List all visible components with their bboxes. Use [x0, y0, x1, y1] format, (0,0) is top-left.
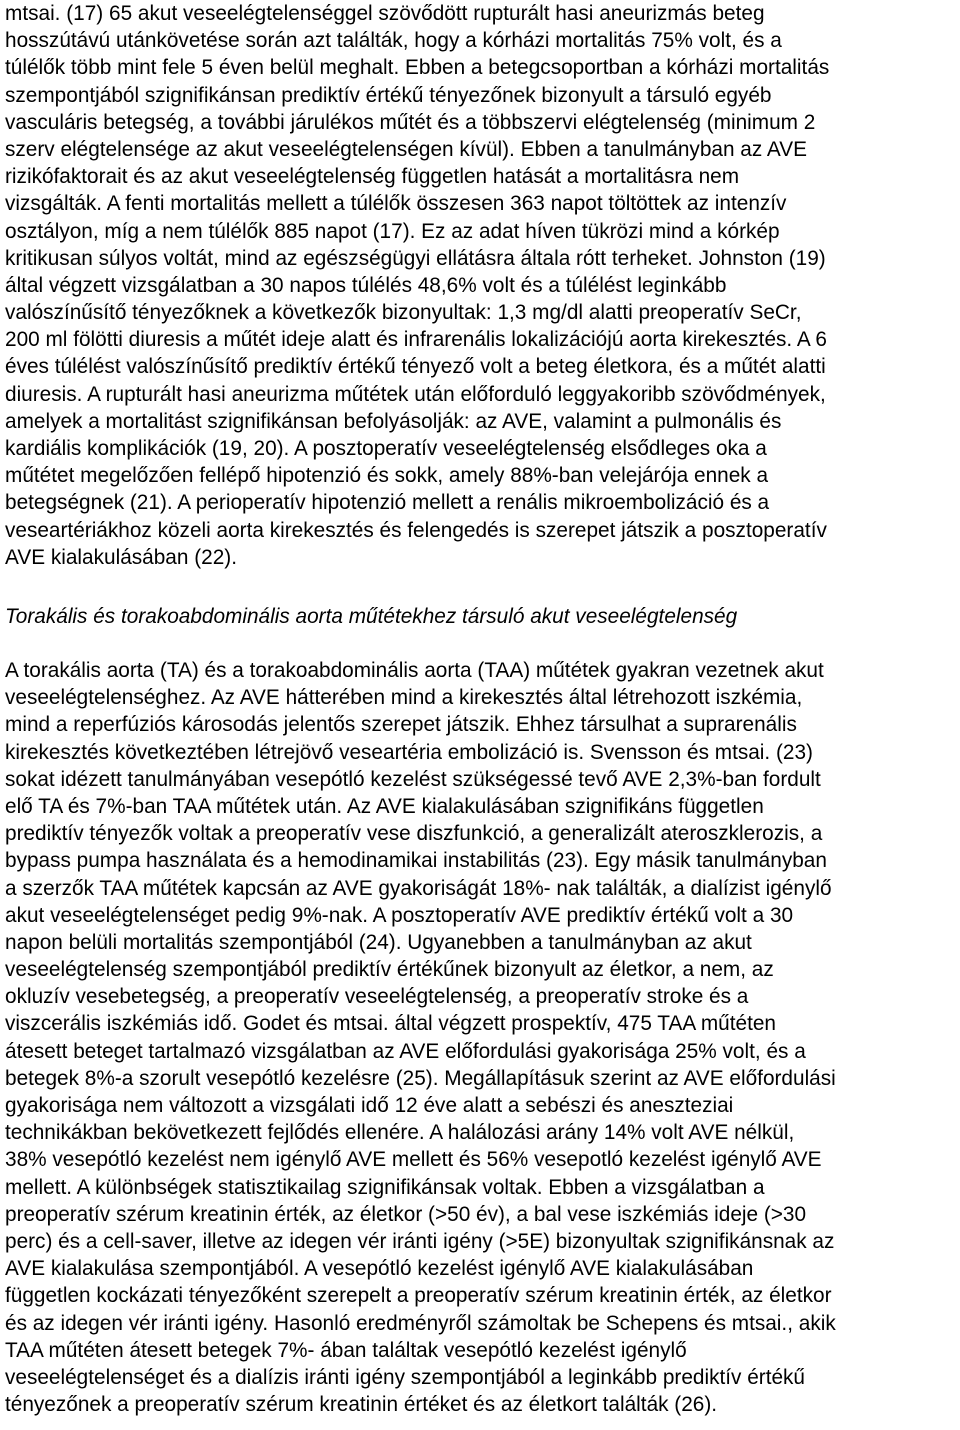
- text-line: veseelégtelenséghez. Az AVE hátterében mind a kirekesztés által létrehozott iszkémia,: [5, 686, 803, 710]
- text-line: éves túlélést valószínűsítő prediktív értékű tényező volt a beteg életkora, és a műtét alatti: [5, 355, 826, 379]
- text-line: technikákban bekövetkezett fejlődés ellenére. A halálozási arány 14% volt AVE nélkül,: [5, 1121, 795, 1145]
- text-line: által végzett vizsgálatban a 30 napos túlélés 48,6% volt és a túlélést leginkább: [5, 273, 727, 297]
- text-line: A torakális aorta (TA) és a torakoabdominális aorta (TAA) műtétek gyakran vezetnek akut: [5, 659, 824, 682]
- text-line: vizsgálták. A fenti mortalitás mellett a túlélők összesen 363 napot töltöttek az intenzív: [5, 192, 787, 216]
- text-line: átesett beteget tartalmazó vizsgálatban az AVE előfordulási gyakorisága 25% volt, és a: [5, 1039, 806, 1063]
- text-line: kardiális komplikációk (19, 20). A posztoperatív veseelégtelenség elsődleges oka a: [5, 437, 767, 460]
- text-line: sokat idézett tanulmányában vesepótló kezelést szükségessé tevő AVE 2,3%-ban fordult: [5, 767, 821, 791]
- text-line: veseartériákhoz közeli aorta kirekesztés és felengedés is szerepet játszik a posztoperatív: [5, 518, 827, 542]
- text-line: preoperatív szérum kreatinin érték, az életkor (>50 év), a bal vese iszkémiás ideje (>30: [5, 1202, 807, 1226]
- text-line: 38% vesepótló kezelést nem igénylő AVE mellett és 56% vesepotló kezelést igénylő AVE: [5, 1148, 822, 1172]
- paragraph-2: [5, 657, 836, 1418]
- text-line: mtsai. (17) 65 akut veseelégtelenséggel szövődött rupturált hasi aneurizmás beteg: [5, 2, 765, 25]
- text-line: osztályon, míg a nem túlélők 885 napot (17). Ez az adat híven tükrözi mind a kórkép: [5, 219, 780, 243]
- text-line: bypass pumpa használata és a hemodinamikai instabilitás (23). Egy másik tanulmányban: [5, 849, 827, 873]
- text-line: kirekesztés következtében létrejövő veseartéria embolizáció is. Svensson és mtsai. (23): [5, 740, 813, 764]
- text-line: a szerzők TAA műtétek kapcsán az AVE gyakoriságát 18%- nak találták, a dialízist igénylő: [5, 876, 832, 900]
- text-line: független kockázati tényezőként szerepelt a preoperatív szérum kreatinin érték, az életkor: [5, 1284, 832, 1308]
- text-line: akut veseelégtelenséget pedig 9%-nak. A posztoperatív AVE prediktív értékű volt a 30: [5, 903, 794, 927]
- text-line: diuresis. A rupturált hasi aneurizma műtétek után előforduló leggyakoribb szövődmények,: [5, 382, 826, 406]
- text-line: veseelégtelenség szempontjából prediktív értékűnek bizonyult az életkor, a nem, az: [5, 958, 774, 982]
- paragraph-1: [5, 0, 829, 571]
- text-line: túlélők több mint fele 5 éven belül meghalt. Ebben a betegcsoportban a kórházi mortalitás: [5, 56, 830, 80]
- text-line: szempontjából szignifikánsan prediktív értékű tényezőnek bizonyult a társuló egyéb: [5, 83, 772, 107]
- text-line: hosszútávú utánkövetése során azt találták, hogy a kórházi mortalitás 75% volt, és a: [5, 29, 782, 53]
- text-line: műtétet megelőzően fellépő hipotenzió és sokk, amely 88%-ban velejárója ennek a: [5, 464, 769, 488]
- text-line: tényezőnek a preoperatív szérum kreatinin értéket és az életkort találták (26).: [5, 1393, 718, 1417]
- text-line: valószínűsítő tényezőknek a következők bizonyultak: 1,3 mg/dl alatti preoperatív SeCr,: [5, 301, 802, 325]
- text-line: veseelégtelenséget és a dialízis iránti igény szempontjából a leginkább prediktív értékű: [5, 1365, 805, 1389]
- text-line: betegek 8%-a szorult vesepótló kezelésre (25). Megállapításuk szerint az AVE előfordulási: [5, 1066, 836, 1090]
- text-line: vasculáris betegség, a további járulékos műtét és a többszervi elégtelenség (minimum 2: [5, 110, 816, 134]
- text-line: 200 ml fölötti diuresis a műtét ideje alatt és infrarenális lokalizációjú aorta kirekesztés. A 6: [5, 328, 827, 352]
- section-heading: Torakális és torakoabdominális aorta műtétekhez társuló akut veseelégtelenség: [5, 605, 738, 628]
- text-line: és az idegen vér iránti igény. Hasonló eredményről számoltak be Schepens és mtsai., akik: [5, 1311, 836, 1335]
- text-line: okluzív vesebetegség, a preoperatív veseelégtelenség, a preoperatív stroke és a: [5, 985, 749, 1009]
- text-line: amelyek a mortalitást szignifikánsan befolyásolják: az AVE, valamint a pulmonális és: [5, 409, 782, 433]
- text-line: betegségnek (21). A perioperatív hipotenzió mellett a renális mikroembolizáció és a: [5, 491, 770, 515]
- text-line: elő TA és 7%-ban TAA műtétek után. Az AVE kialakulásában szignifikáns független: [5, 794, 764, 818]
- text-line: AVE kialakulása szempontjából. A vesepótló kezelést igénylő AVE kialakulásában: [5, 1257, 754, 1281]
- text-line: mind a reperfúziós károsodás jelentős szerepet játszik. Ehhez társulhat a suprarenális: [5, 713, 797, 737]
- text-line: AVE kialakulásában (22).: [5, 545, 237, 569]
- text-line: TAA műtéten átesett betegek 7%- ában találtak vesepótló kezelést igénylő: [5, 1338, 687, 1362]
- text-line: szerv elégtelensége az akut veseelégtelenségen kívül). Ebben a tanulmányban az AVE: [5, 137, 807, 161]
- text-line: mellett. A különbségek statisztikailag szignifikánsak voltak. Ebben a vizsgálatban a: [5, 1175, 765, 1199]
- text-line: rizikófaktorait és az akut veseelégtelenség független hatását a mortalitásra nem: [5, 165, 740, 189]
- text-line: gyakorisága nem változott a vizsgálati idő 12 éve alatt a sebészi és aneszteziai: [5, 1094, 734, 1117]
- text-line: perc) és a cell-saver, illetve az idegen vér iránti igény (>5E) bizonyultak szignifikánsnak az: [5, 1229, 835, 1253]
- text-line: kritikusan súlyos voltát, mind az egészségügyi ellátásra általa rótt terheket. Johnston (19): [5, 246, 826, 270]
- text-line: napon belüli mortalitás szempontjából (24). Ugyanebben a tanulmányban az akut: [5, 930, 752, 954]
- text-line: prediktív tényezők voltak a preoperatív vese diszfunkció, a generalizált ateroszklerozis, a: [5, 822, 823, 846]
- text-line: viszcerális iszkémiás idő. Godet és mtsai. által végzett prospektív, 475 TAA műtéten: [5, 1012, 776, 1036]
